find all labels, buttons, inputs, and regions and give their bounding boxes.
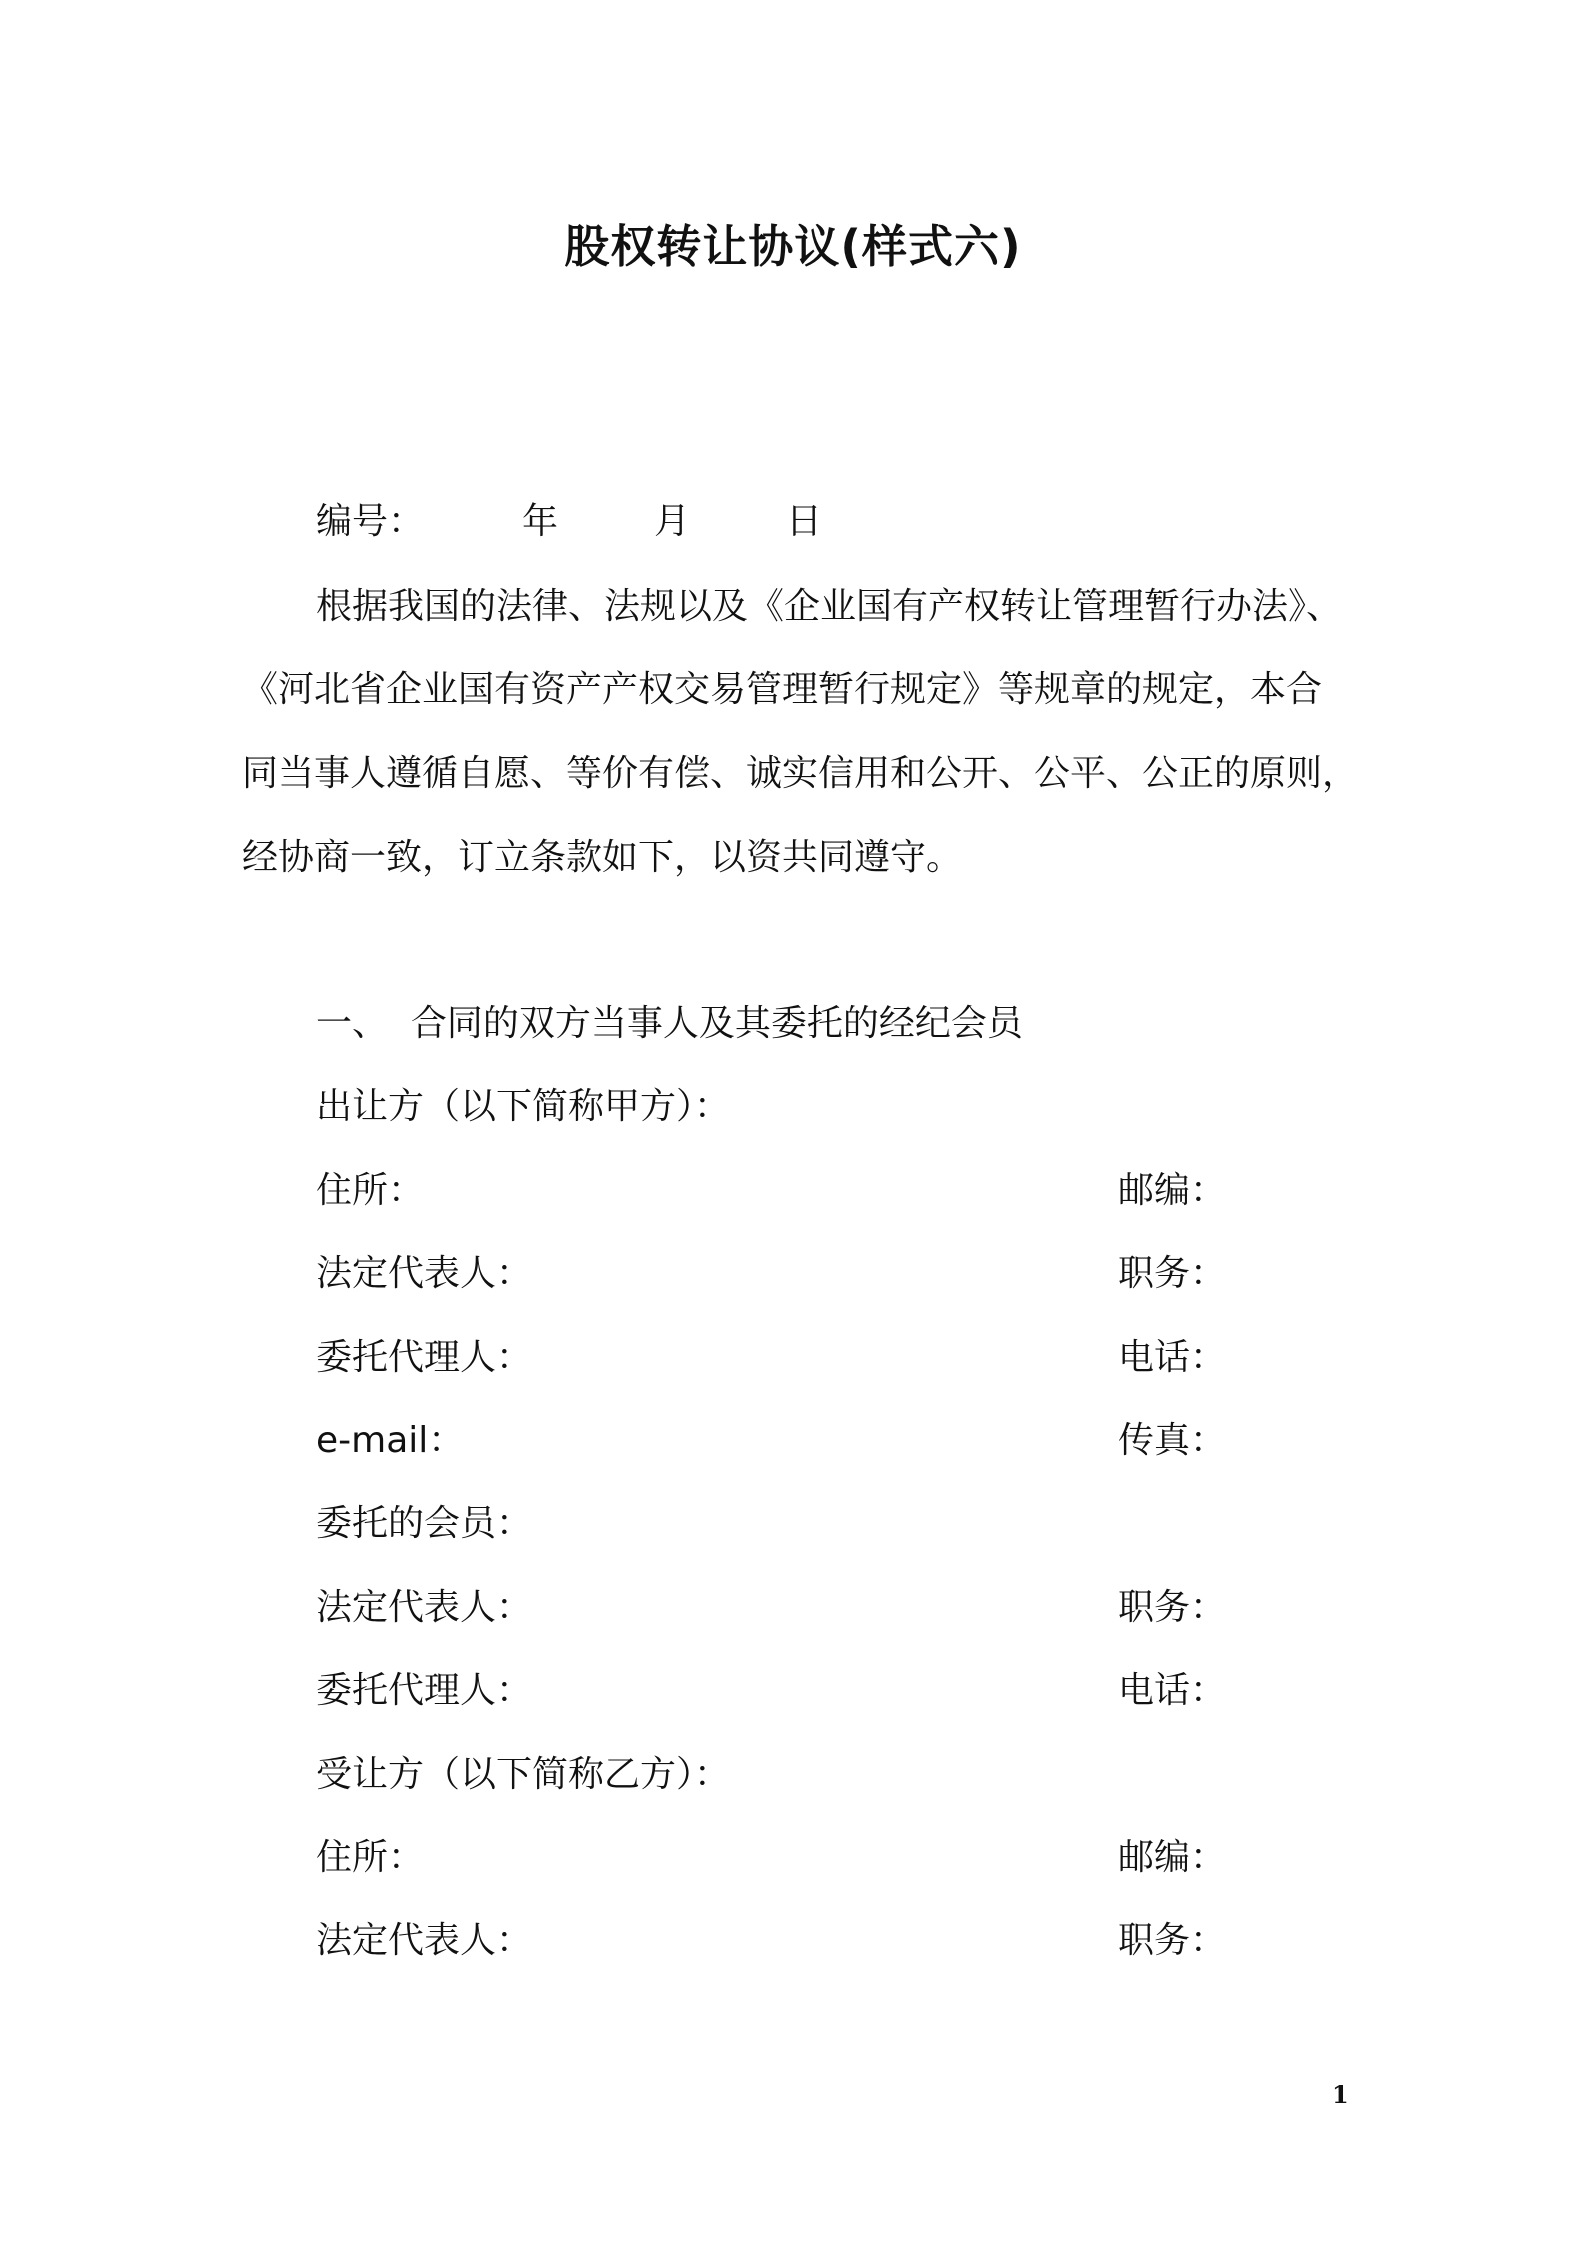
party-b-postcode-label: 邮编： (1118, 1837, 1227, 1878)
party-a-postcode-label: 邮编： (1118, 1170, 1227, 1211)
party-b-heading: 受让方（以下简称乙方）： (316, 1754, 731, 1795)
number-date-line (316, 498, 822, 546)
party-a-fax-label: 传真： (1118, 1420, 1227, 1461)
party-a-legal-rep-label: 法定代表人： (316, 1253, 533, 1294)
section-1-heading: 一、 合同的双方当事人及其委托的经纪会员 (316, 1003, 1023, 1044)
party-a-email-label: e-mail： (316, 1420, 465, 1461)
year-label: 年 (522, 501, 559, 542)
party-b-legal-rep-label: 法定代表人： (316, 1920, 533, 1961)
document-title: 股权转让协议(样式六) (564, 220, 1022, 273)
intro-line-1: 根据我国的法律、法规以及《企业国有产权转让管理暂行办法》、 (316, 586, 1343, 627)
party-b-address-label: 住所： (316, 1837, 425, 1878)
party-a-agent-label: 委托代理人： (316, 1337, 533, 1378)
member-phone-label: 电话： (1118, 1670, 1227, 1711)
number-label: 编号： (316, 501, 425, 542)
member-agent-label: 委托代理人： (316, 1670, 533, 1711)
member-legal-rep-label: 法定代表人： (316, 1587, 533, 1628)
party-a-address-label: 住所： (316, 1170, 425, 1211)
intro-line-2: 《河北省企业国有资产产权交易管理暂行规定》等规章的规定，本合 (242, 669, 1323, 710)
party-a-member-heading: 委托的会员： (316, 1503, 533, 1544)
party-b-position-label: 职务： (1118, 1920, 1227, 1961)
party-a-position-label: 职务： (1118, 1253, 1227, 1294)
month-label: 月 (654, 501, 691, 542)
page-number: 1 (1332, 2080, 1349, 2109)
party-a-phone-label: 电话： (1118, 1337, 1227, 1378)
party-a-heading: 出让方（以下简称甲方）： (316, 1086, 731, 1127)
intro-line-4: 经协商一致，订立条款如下，以资共同遵守。 (242, 837, 963, 878)
day-label: 日 (786, 501, 823, 542)
member-position-label: 职务： (1118, 1587, 1227, 1628)
intro-line-3: 同当事人遵循自愿、等价有偿、诚实信用和公开、公平、公正的原则， (242, 753, 1359, 794)
